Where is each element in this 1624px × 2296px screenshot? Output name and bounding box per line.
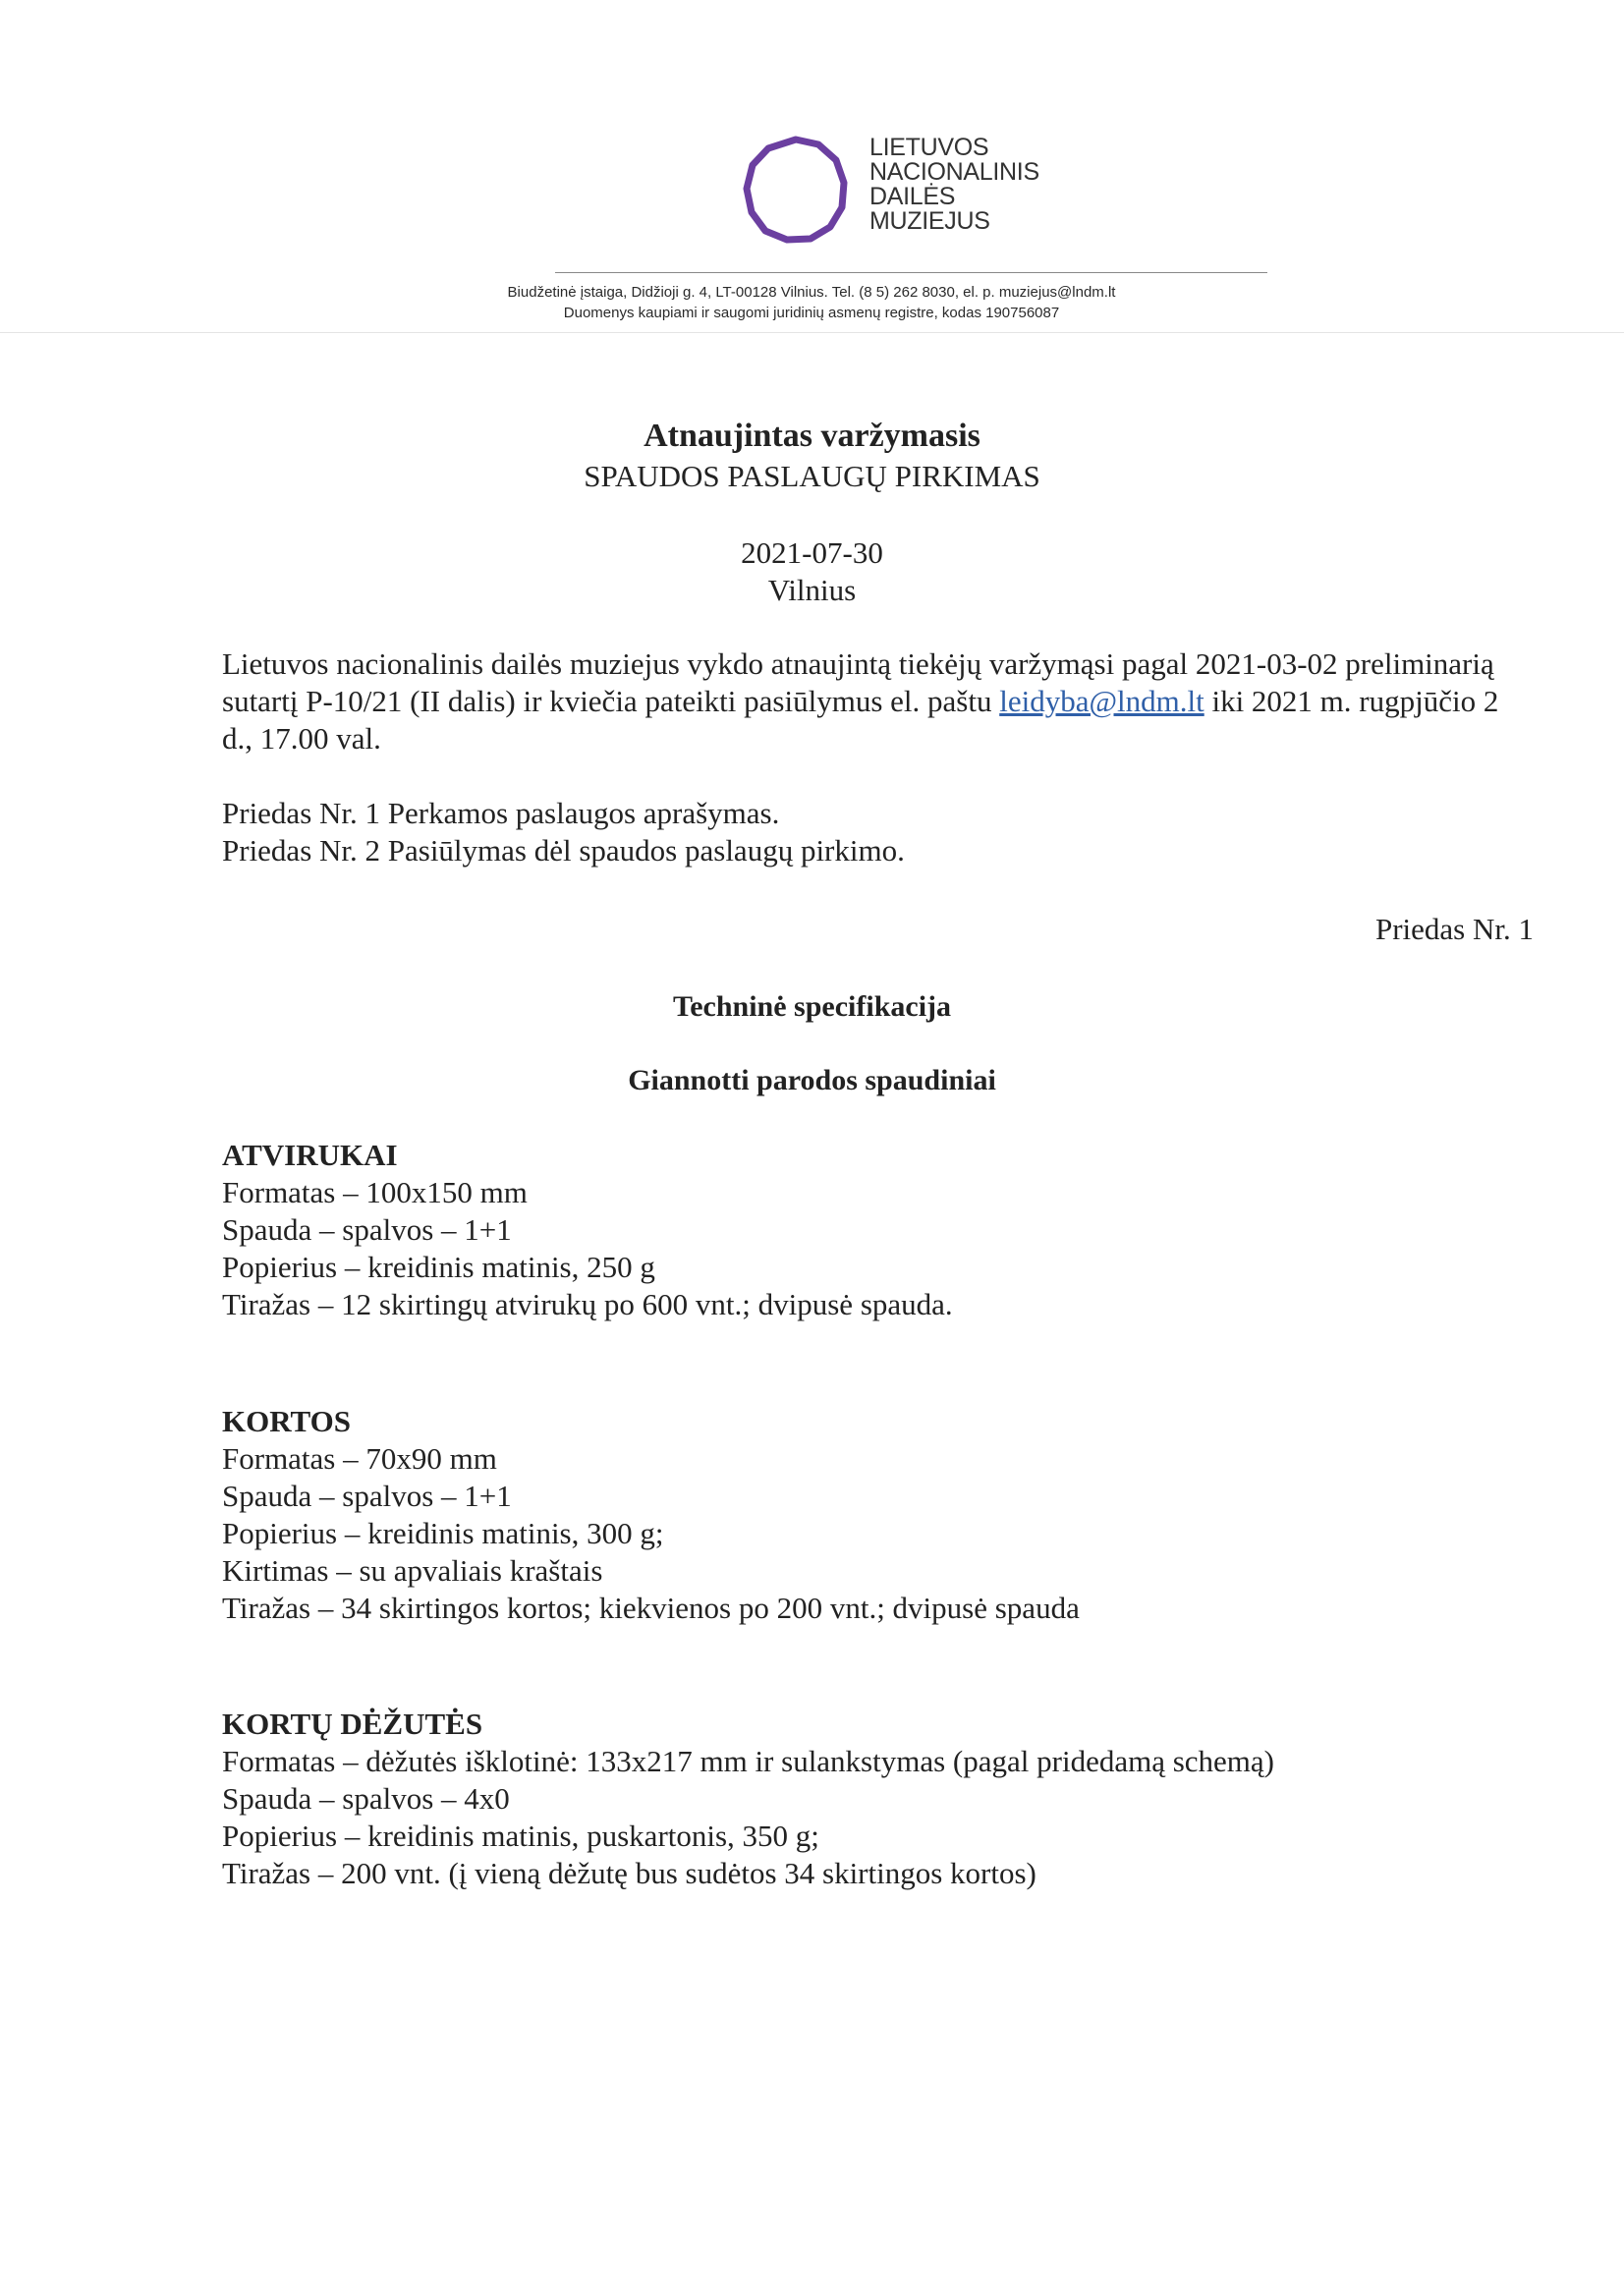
spec-line: Tiražas – 12 skirtingų atvirukų po 600 vnt.; dvipusė spauda. (222, 1287, 953, 1321)
email-link[interactable]: leidyba@lndm.lt (999, 684, 1204, 718)
spec-line: Popierius – kreidinis matinis, puskartonis, 350 g; (222, 1819, 819, 1853)
spec-line: Spauda – spalvos – 4x0 (222, 1781, 510, 1816)
spec-line: Spauda – spalvos – 1+1 (222, 1212, 512, 1247)
section-title: ATVIRUKAI (222, 1138, 398, 1172)
annex-item: Priedas Nr. 2 Pasiūlymas dėl spaudos paslaugų pirkimo. (222, 833, 905, 868)
section-card-boxes (222, 1706, 1274, 1892)
spec-line: Formatas – 100x150 mm (222, 1175, 528, 1209)
document-subtitle: SPAUDOS PASLAUGŲ PIRKIMAS (584, 459, 1040, 493)
intro-paragraph (222, 645, 1529, 757)
logo-line: LIETUVOS (869, 134, 989, 161)
logo-line: MUZIEJUS (869, 207, 990, 235)
document-title: Atnaujintas varžymasis (644, 418, 980, 454)
document-date: 2021-07-30 (741, 535, 883, 570)
annex-number: Priedas Nr. 1 (1374, 912, 1534, 946)
section-cards (222, 1403, 1080, 1627)
spec-line: Popierius – kreidinis matinis, 300 g; (222, 1516, 664, 1550)
letterhead-address: Biudžetinė įstaiga, Didžioji g. 4, LT-00128 Vilnius. Tel. (8 5) 262 8030, el. p. muziejus@lndm.lt (507, 284, 1116, 301)
logo-line: DAILĖS (869, 183, 956, 210)
spec-subtitle: Giannotti parodos spaudiniai (628, 1064, 996, 1096)
spec-line: Formatas – 70x90 mm (222, 1441, 497, 1476)
intro-text-end: iki 2021 m. rugpjūčio 2 d., 17.00 val. (222, 684, 1499, 756)
section-postcards (222, 1137, 953, 1323)
spec-line: Kirtimas – su apvaliais kraštais (222, 1553, 603, 1588)
spec-line: Spauda – spalvos – 1+1 (222, 1479, 512, 1513)
logo-line: NACIONALINIS (869, 158, 1039, 186)
spec-line: Tiražas – 200 vnt. (į vieną dėžutę bus sudėtos 34 skirtingos kortos) (222, 1856, 1036, 1890)
section-title: KORTOS (222, 1404, 351, 1438)
spec-line: Popierius – kreidinis matinis, 250 g (222, 1250, 655, 1284)
spec-line: Tiražas – 34 skirtingos kortos; kiekvienos po 200 vnt.; dvipusė spauda (222, 1591, 1080, 1625)
page-divider (0, 332, 1624, 333)
museum-logo-icon (742, 134, 850, 246)
spec-title: Techninė specifikacija (672, 990, 952, 1023)
section-title: KORTŲ DĖŽUTĖS (222, 1707, 483, 1741)
spec-line: Formatas – dėžutės išklotinė: 133x217 mm ir sulankstymas (pagal pridedamą schemą) (222, 1744, 1274, 1778)
document-city: Vilnius (767, 573, 857, 607)
letterhead-registry: Duomenys kaupiami ir saugomi juridinių asmenų registre, kodas 190756087 (563, 305, 1060, 321)
intro-text: Lietuvos nacionalinis dailės muziejus vykdo atnaujintą tiekėjų varžymąsi pagal 2021-03-02 preliminarią sutartį P-10/21 (II dalis) ir kviečia pateikti pasiūlymus el. paštu (222, 646, 1494, 718)
letterhead-divider (555, 272, 1267, 273)
annex-item: Priedas Nr. 1 Perkamos paslaugos aprašymas. (222, 796, 780, 830)
logo-wordmark (869, 136, 1039, 234)
museum-logo (742, 126, 1095, 253)
